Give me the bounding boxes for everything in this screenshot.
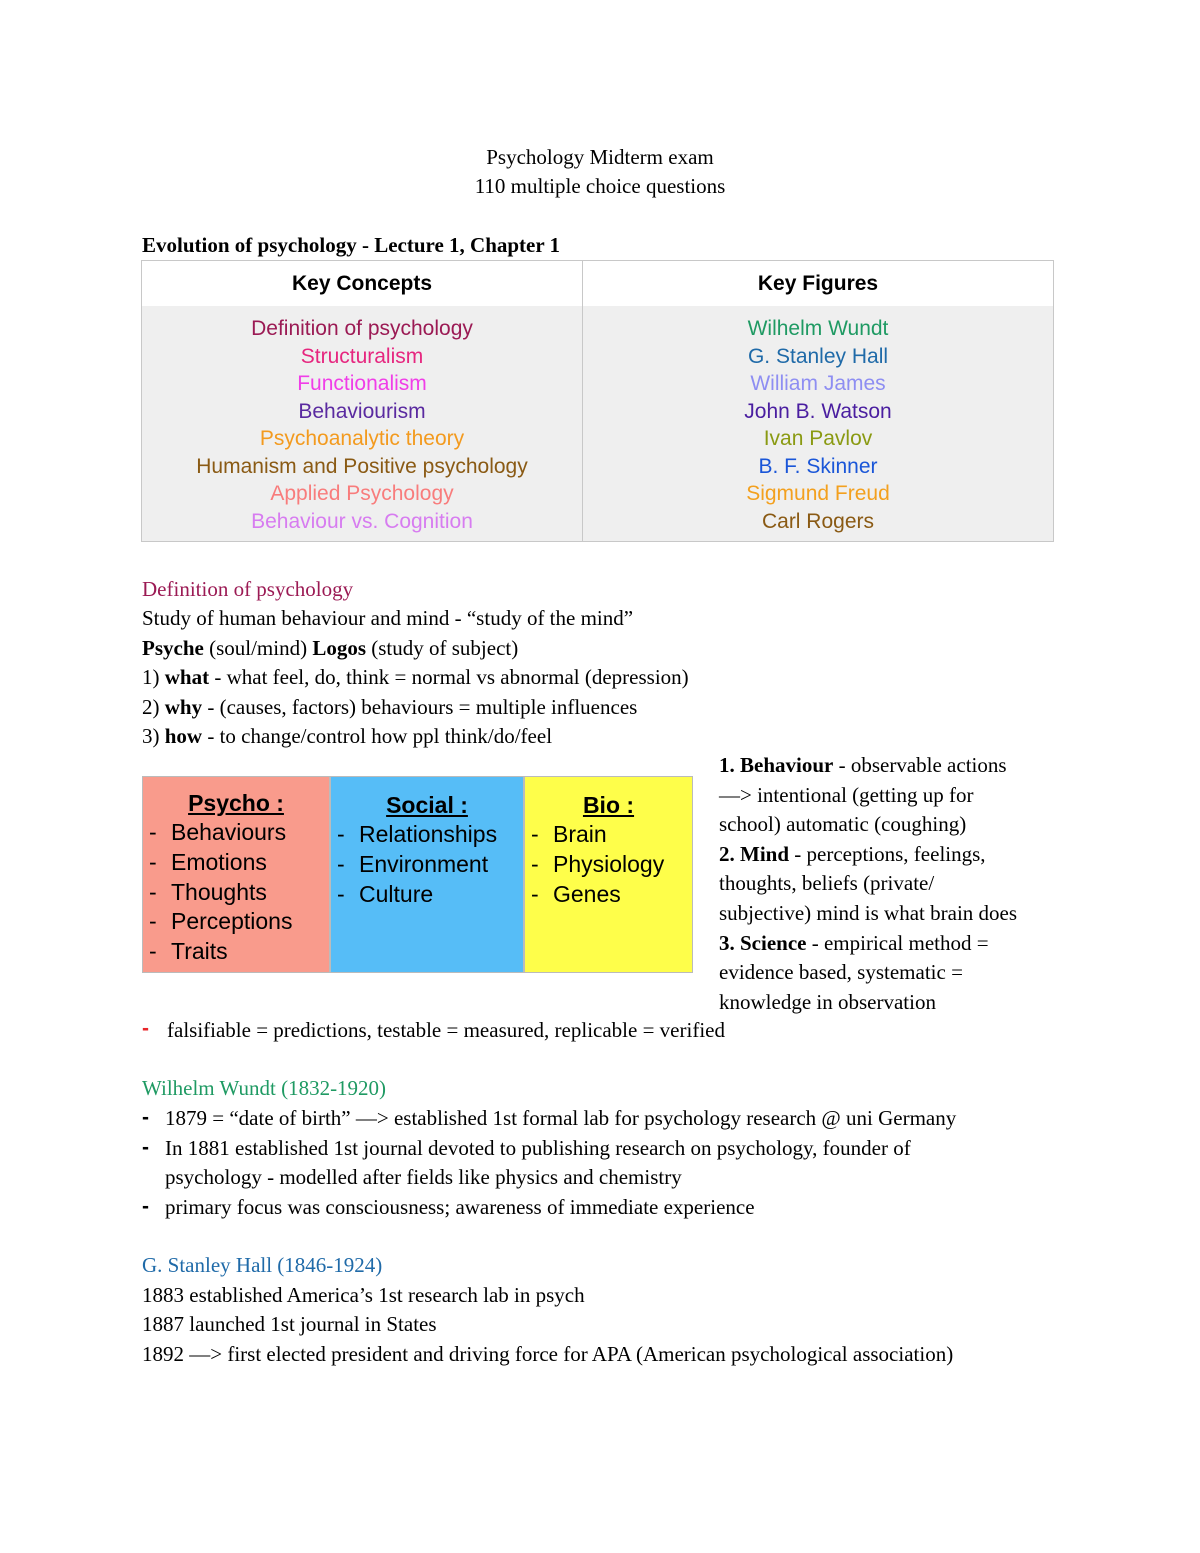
list-text: Thoughts [171,878,267,905]
list-dash: - [149,878,157,905]
hall-line: 1883 established America’s 1st research lab in psych [142,1283,585,1307]
aspect-text: evidence based, systematic = [719,960,963,985]
aspect-line [719,810,1064,840]
falsifiable-dash: - [142,1017,149,1040]
concept-item: Definition of psychology [251,317,473,340]
bio-box [524,776,693,973]
list-text: Environment [359,850,489,877]
item-number: 2) [142,695,165,719]
psycho-list-item [143,818,329,848]
list-dash: - [337,850,345,877]
figure-item: John B. Watson [744,399,892,423]
list-dash: - [531,821,539,847]
aspect-keyword: 1. Behaviour [719,753,834,777]
item-number: 3) [142,724,165,748]
list-text: Behaviours [171,819,287,845]
psycho-list-item [143,878,329,908]
concept-item: Behaviourism [298,399,426,423]
item-keyword: what [164,665,210,689]
falsifiable-text: falsifiable = predictions, testable = measured, replicable = verified [167,1018,725,1042]
aspect-line [719,781,1064,811]
item-number: 1) [142,665,165,689]
list-dash: - [149,908,157,935]
definition-heading: Definition of psychology [142,577,354,601]
page-title: Psychology Midterm exam [486,145,714,169]
social-title: Social : [386,792,468,818]
concept-item: Psychoanalytic theory [259,427,465,450]
figure-item: Sigmund Freud [746,482,890,505]
psycho-list-item [143,907,329,937]
psycho-list-item [143,848,329,878]
figure-item: G. Stanley Hall [747,344,889,368]
aspect-line [719,899,1064,929]
list-text: Perceptions [171,908,293,935]
psycho-title: Psycho : [188,790,284,816]
key-concepts-header: Key Concepts [142,261,582,307]
list-dash: - [149,819,157,845]
list-text: Physiology [553,850,665,877]
psyche-logos-line [142,634,518,664]
aspect-line [719,929,1064,959]
key-figures-header: Key Figures [583,261,1053,307]
psyche-meaning: (soul/mind) [203,636,313,660]
key-figures-cell [583,306,1053,541]
list-dash: - [531,850,539,877]
definition-item [142,722,552,752]
aspect-line [719,869,1064,899]
concept-item: Structuralism [300,344,424,368]
aspect-text: thoughts, beliefs (private/ [719,871,935,896]
logos-meaning: (study of subject) [366,636,519,660]
aspect-text: - observable actions [833,753,1007,777]
section-heading: Evolution of psychology - Lecture 1, Chapter 1 [142,233,561,257]
psycho-list-item [143,937,329,967]
aspect-line [719,751,1064,781]
figure-item: B. F. Skinner [758,454,878,478]
aspect-text: - empirical method = [806,930,989,955]
bio-list-item [525,820,692,850]
social-list [331,820,523,909]
item-keyword: why [164,695,203,719]
aspect-keyword: 2. Mind [719,841,790,866]
wundt-dash: - [142,1195,149,1218]
aspect-text: subjective) mind is what brain does [719,900,1018,925]
list-text: Traits [171,938,228,965]
list-dash: - [531,880,539,907]
list-text: Emotions [171,848,267,875]
aspect-text: knowledge in observation [719,989,936,1014]
wundt-bullet: In 1881 established 1st journal devoted to publishing research on psychology, founder of [165,1136,911,1160]
concept-item: Functionalism [297,372,427,395]
wundt-bullet: 1879 = “date of birth” —> established 1st formal lab for psychology research @ uni Germany [165,1106,957,1130]
list-text: Brain [553,821,607,847]
aspect-keyword: 3. Science [719,930,807,955]
bio-list [525,820,692,909]
list-dash: - [149,848,157,875]
psyche-term: Psyche [142,636,204,660]
bio-list-item [525,880,692,910]
social-box [330,776,524,973]
table-divider [582,261,583,541]
aspect-text: —> intentional (getting up for [719,782,974,807]
social-list-item [331,820,523,850]
key-concepts-cell [142,306,582,541]
item-text: - (causes, factors) behaviours = multiple influences [202,695,638,719]
wundt-bullet: primary focus was consciousness; awareness of immediate experience [165,1195,755,1219]
figure-item: Carl Rogers [761,509,875,533]
definition-line: Study of human behaviour and mind - “study of the mind” [142,606,634,630]
concept-item: Humanism and Positive psychology [196,454,528,478]
logos-term: Logos [312,636,367,660]
bio-list-item [525,850,692,880]
wundt-dash: - [142,1106,149,1129]
concept-item: Behaviour vs. Cognition [251,509,473,533]
aspects-list [719,751,1064,1017]
wundt-dash: - [142,1136,149,1159]
aspect-line [719,958,1064,988]
social-list-item [331,850,523,880]
item-keyword: how [164,724,203,748]
hall-line: 1887 launched 1st journal in States [142,1312,437,1336]
aspect-line [719,840,1064,870]
bio-title: Bio : [582,792,635,818]
wundt-bullet-continuation: psychology - modelled after fields like physics and chemistry [165,1165,682,1189]
figure-item: William James [750,372,886,395]
wundt-heading: Wilhelm Wundt (1832-1920) [142,1076,387,1100]
hall-heading: G. Stanley Hall (1846-1924) [142,1253,383,1277]
figure-item: Wilhelm Wundt [747,317,889,340]
figure-item: Ivan Pavlov [763,427,873,450]
aspect-text: school) automatic (coughing) [719,812,967,837]
list-text: Relationships [359,821,498,847]
hall-line: 1892 —> first elected president and driving force for APA (American psychological association) [142,1342,954,1366]
key-table [141,260,1054,542]
social-list-item [331,880,523,910]
concept-item: Applied Psychology [270,482,454,505]
definition-item [142,693,637,723]
item-text: - to change/control how ppl think/do/feel [202,724,553,748]
definition-item [142,663,689,693]
psycho-list [143,818,329,967]
list-text: Genes [553,880,621,907]
aspect-text: - perceptions, feelings, [789,841,986,866]
page-subtitle: 110 multiple choice questions [474,174,726,198]
list-dash: - [149,938,157,965]
list-text: Culture [359,880,434,907]
aspect-line [719,988,1064,1018]
item-text: - what feel, do, think = normal vs abnormal (depression) [209,665,689,689]
list-dash: - [337,880,345,907]
psycho-box [142,776,330,973]
list-dash: - [337,821,345,847]
